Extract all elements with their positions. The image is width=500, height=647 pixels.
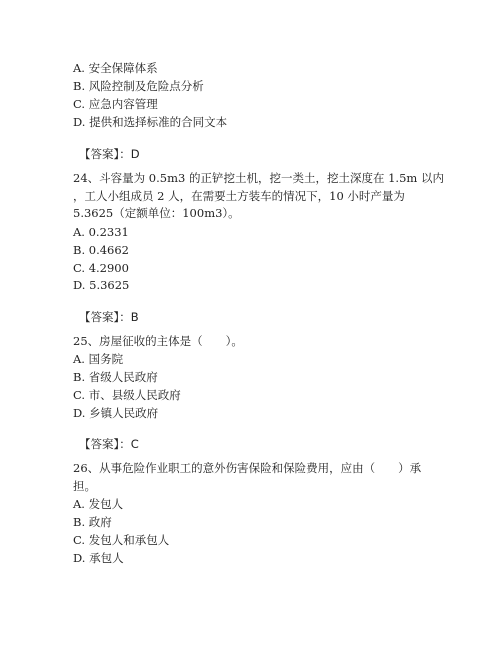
q26-option-c: C. 发包人和承包人 — [73, 533, 170, 547]
q26-stem-line-2: 担。 — [73, 479, 96, 493]
q25-option-b: B. 省级人民政府 — [73, 370, 158, 384]
q25-option-a: A. 国务院 — [73, 352, 124, 366]
q26-stem-line-1: 26、从事危险作业职工的意外伤害保险和保险费用，应由（ ）承 — [73, 461, 422, 475]
q24-stem-line-1: 24、斗容量为 0.5m3 的正铲挖土机，挖一类土，挖土深度在 1.5m 以内 — [73, 171, 444, 185]
q23-option-c: C. 应急内容管理 — [73, 97, 158, 111]
q23-option-d: D. 提供和选择标准的合同文本 — [73, 115, 228, 129]
q24-answer: 【答案】：B — [79, 310, 139, 324]
q24-option-d: D. 5.3625 — [73, 278, 130, 292]
q25-answer: 【答案】：C — [79, 437, 139, 451]
q25-stem-line-1: 25、房屋征收的主体是（ ）。 — [73, 334, 243, 348]
q23-answer: 【答案】：D — [79, 147, 140, 161]
q24-stem-line-2: ，工人小组成员 2 人，在需要土方装车的情况下，10 小时产量为 — [73, 189, 405, 203]
q24-option-c: C. 4.2900 — [73, 261, 129, 275]
q25-option-d: D. 乡镇人民政府 — [73, 406, 159, 420]
q26-option-b: B. 政府 — [73, 515, 112, 529]
q26-option-a: A. 发包人 — [73, 497, 124, 511]
q24-option-b: B. 0.4662 — [73, 243, 130, 257]
q25-option-c: C. 市、县级人民政府 — [73, 388, 181, 402]
q24-option-a: A. 0.2331 — [73, 225, 129, 239]
q26-option-d: D. 承包人 — [73, 551, 124, 565]
q24-stem-line-3: 5.3625（定额单位：100m3）。 — [73, 206, 240, 220]
q23-option-b: B. 风险控制及危险点分析 — [73, 79, 204, 93]
q23-option-a: A. 安全保障体系 — [73, 61, 158, 75]
